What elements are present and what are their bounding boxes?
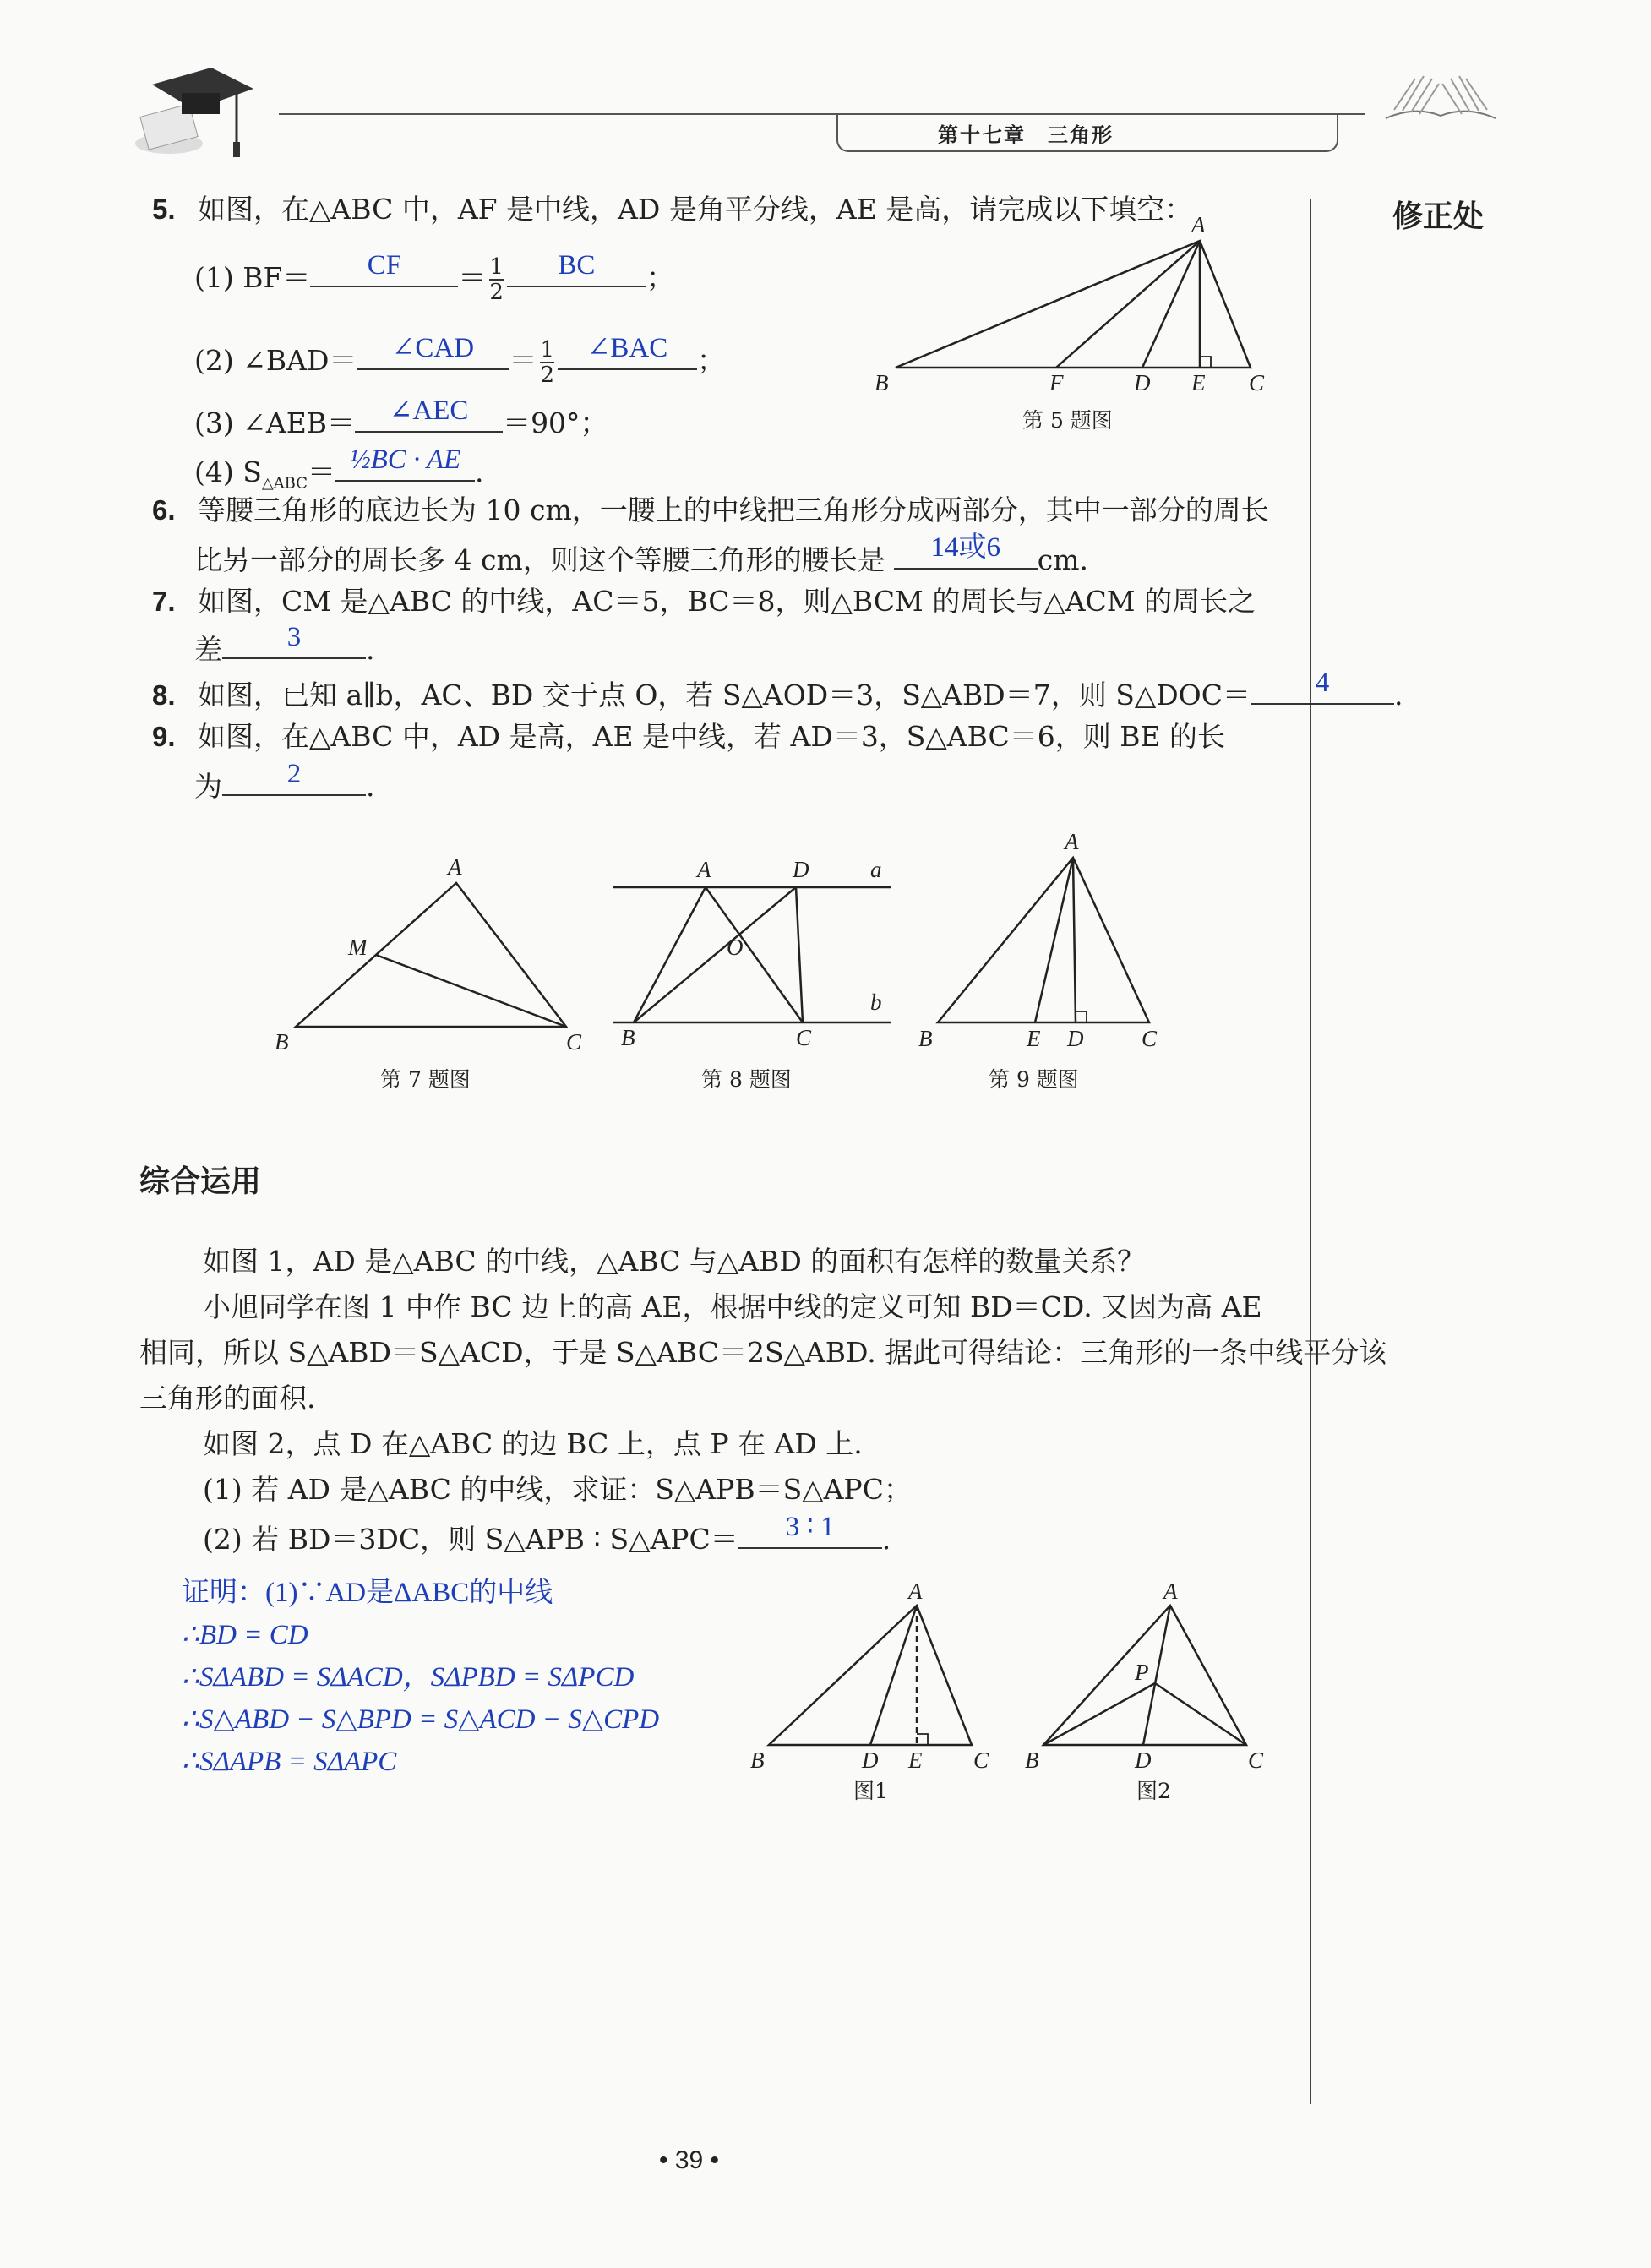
proof-line-2: ∴BD = CD xyxy=(182,1620,308,1650)
proof-line-4: ∴S△ABD − S△BPD = S△ACD − S△CPD xyxy=(182,1704,660,1735)
integrated-p5: (2) 若 BD＝3DC，则 S△APB ∶ S△APC＝ xyxy=(203,1523,738,1556)
q5-part2 xyxy=(194,333,725,388)
q5-p3-answer: ∠AEC xyxy=(389,395,469,426)
q5-p1-num: 1 xyxy=(489,254,504,280)
q7-end: . xyxy=(366,633,375,666)
q6-unit: cm. xyxy=(1037,543,1089,576)
figure-1 xyxy=(744,1580,997,1783)
integrated-p3: 如图 2，点 D 在△ABC 的边 BC 上，点 P 在 AD 上. xyxy=(203,1427,863,1460)
q5-p3-blank[interactable] xyxy=(355,395,503,433)
q6-line1: 等腰三角形的底边长为 10 cm，一腰上的中线把三角形分成两部分，其中一部分的周长 xyxy=(198,493,1269,526)
svg-text:A: A xyxy=(908,1580,923,1604)
q8 xyxy=(152,668,1403,712)
caption-q9: 第 9 题图 xyxy=(989,1067,1079,1092)
svg-text:E: E xyxy=(1027,1026,1041,1051)
q5-p2-den: 2 xyxy=(540,363,554,388)
q5-text: 如图，在△ABC 中，AF 是中线，AD 是角平分线，AE 是高，请完成以下填空： xyxy=(198,193,1193,226)
svg-text:D: D xyxy=(793,857,809,882)
sidebar-divider xyxy=(1310,199,1311,2104)
q5-p2-blank2[interactable] xyxy=(558,333,697,370)
q5-p2-answer1: ∠CAD xyxy=(391,333,475,363)
svg-text:a: a xyxy=(870,857,882,882)
q5-p4-blank[interactable] xyxy=(335,444,475,482)
q5-p2-prefix: (2) ∠BAD＝ xyxy=(194,344,357,377)
svg-text:A: A xyxy=(1163,1580,1178,1604)
q5-p4-eq: ＝ xyxy=(308,455,336,488)
q9-blank[interactable] xyxy=(222,759,366,796)
integrated-p5-blank[interactable] xyxy=(738,1512,882,1549)
svg-text:A: A xyxy=(448,854,462,880)
proof-line-5: ∴SΔAPB = SΔAPC xyxy=(182,1747,397,1777)
q5-p1-end: ； xyxy=(646,261,674,294)
integrated-p4: (1) 若 AD 是△ABC 的中线，求证：S△APB＝S△APC； xyxy=(203,1473,912,1506)
figure-q7 xyxy=(270,845,600,1065)
svg-text:E: E xyxy=(908,1747,923,1773)
header-mortarboard-icon xyxy=(118,51,262,161)
q5-p1-prefix: (1) BF＝ xyxy=(194,261,311,294)
proof-line-3: ∴SΔABD = SΔACD，SΔPBD = SΔPCD xyxy=(182,1662,635,1693)
q8-end: . xyxy=(1393,679,1403,711)
q7 xyxy=(152,585,1256,619)
q8-answer: 4 xyxy=(1315,668,1330,698)
integrated-p1: 如图 1，AD 是△ABC 的中线，△ABC 与△ABD 的面积有怎样的数量关系？ xyxy=(203,1245,1146,1278)
svg-text:A: A xyxy=(1065,829,1079,854)
figure-q8 xyxy=(608,849,904,1060)
integrated-p5-row xyxy=(203,1512,891,1557)
svg-text:B: B xyxy=(750,1747,765,1773)
svg-text:P: P xyxy=(1135,1660,1149,1685)
svg-text:D: D xyxy=(1134,370,1151,395)
svg-text:D: D xyxy=(1135,1747,1152,1773)
q5-p1-fraction xyxy=(489,255,504,304)
caption-figure-1: 图1 xyxy=(853,1779,888,1803)
svg-text:B: B xyxy=(918,1026,933,1051)
svg-text:C: C xyxy=(1249,370,1265,395)
q6-line2-row xyxy=(194,532,1089,577)
q5-p4-answer: ½BC · AE xyxy=(349,444,461,475)
q5-p1-blank1[interactable] xyxy=(310,250,458,287)
q5-p1-answer1: CF xyxy=(367,250,402,281)
svg-text:E: E xyxy=(1191,370,1206,395)
q9-answer: 2 xyxy=(286,759,302,789)
q5-p4-sub: △ABC xyxy=(261,474,308,493)
q7-answer: 3 xyxy=(286,622,302,652)
q5-p2-end: ； xyxy=(696,344,725,377)
integrated-p2c: 三角形的面积. xyxy=(139,1382,316,1415)
caption-q7: 第 7 题图 xyxy=(380,1067,471,1092)
q9-line2: 为 xyxy=(194,770,222,803)
svg-text:C: C xyxy=(796,1025,812,1050)
section-title: 综合运用 xyxy=(139,1164,262,1199)
svg-text:B: B xyxy=(875,370,889,395)
sidebar-title: 修正处 xyxy=(1392,199,1485,234)
integrated-p5-end: . xyxy=(881,1523,891,1556)
q9-end: . xyxy=(366,770,375,803)
q5-p2-fraction xyxy=(540,338,554,387)
svg-text:C: C xyxy=(566,1029,582,1055)
svg-text:F: F xyxy=(1049,370,1064,395)
svg-text:b: b xyxy=(870,990,882,1015)
q7-line2: 差 xyxy=(194,633,222,666)
q5-part3 xyxy=(194,395,608,440)
chapter-title: 第十七章 三角形 xyxy=(938,123,1114,147)
page-number: • 39 • xyxy=(659,2146,720,2174)
proof-line-1: 证明：(1)∵AD是ΔABC的中线 xyxy=(182,1578,553,1608)
caption-figure-2: 图2 xyxy=(1136,1779,1171,1803)
svg-text:B: B xyxy=(275,1029,289,1055)
q5-p3-end: ＝90°； xyxy=(503,406,608,439)
q5-p2-answer2: ∠BAC xyxy=(586,333,668,363)
q5-p1-blank2[interactable] xyxy=(507,250,646,287)
integrated-p5-answer: 3 ∶ 1 xyxy=(785,1512,835,1542)
figure-2 xyxy=(1018,1580,1280,1783)
figure-q5 xyxy=(862,211,1301,401)
q7-number: 7. xyxy=(152,586,176,617)
q5-p4-prefix: (4) S xyxy=(194,455,262,488)
q9-line1: 如图，在△ABC 中，AD 是高，AE 是中线，若 AD＝3，S△ABC＝6，则 BE 的长 xyxy=(198,720,1226,753)
svg-text:A: A xyxy=(1191,212,1206,237)
q9-line2-row xyxy=(194,759,375,804)
proof-block xyxy=(182,1572,659,1783)
svg-text:C: C xyxy=(1248,1747,1264,1773)
header-book-icon xyxy=(1381,72,1500,123)
q7-line1: 如图，CM 是△ABC 的中线，AC＝5，BC＝8，则△BCM 的周长与△ACM 的周长之 xyxy=(198,585,1256,618)
q9-number: 9. xyxy=(152,721,176,752)
q5-number: 5. xyxy=(152,194,176,225)
q5-p3-prefix: (3) ∠AEB＝ xyxy=(194,406,356,439)
integrated-p2a: 小旭同学在图 1 中作 BC 边上的高 AE，根据中线的定义可知 BD＝CD. 又因为高 AE xyxy=(203,1290,1262,1323)
caption-q5: 第 5 题图 xyxy=(1022,408,1113,433)
q5-p2-eq: ＝ xyxy=(509,344,537,377)
q8-blank[interactable] xyxy=(1251,668,1394,705)
q7-line2-row xyxy=(194,622,375,667)
svg-text:B: B xyxy=(621,1025,635,1050)
integrated-p2b: 相同，所以 S△ABD＝S△ACD，于是 S△ABC＝2S△ABD. 据此可得结论：三角形的一条中线平分该 xyxy=(139,1336,1387,1369)
q8-number: 8. xyxy=(152,679,176,711)
svg-text:B: B xyxy=(1025,1747,1039,1773)
q5-part1 xyxy=(194,250,674,305)
q5-p2-num: 1 xyxy=(540,337,554,363)
svg-text:A: A xyxy=(697,857,711,882)
q5-p2-blank1[interactable] xyxy=(357,333,509,370)
q7-blank[interactable] xyxy=(222,622,366,659)
q5-p4-end: . xyxy=(475,455,484,488)
q6-answer: 14或6 xyxy=(930,532,1000,563)
q6 xyxy=(152,493,1269,527)
q9 xyxy=(152,720,1225,754)
q6-line2: 比另一部分的周长多 4 cm，则这个等腰三角形的腰长是 xyxy=(194,543,885,576)
svg-text:D: D xyxy=(862,1747,879,1773)
caption-q8: 第 8 题图 xyxy=(701,1067,792,1092)
q5-p1-den: 2 xyxy=(489,280,504,305)
figure-q9 xyxy=(908,828,1162,1056)
q6-number: 6. xyxy=(152,494,176,526)
q8-text: 如图，已知 a∥b，AC、BD 交于点 O，若 S△AOD＝3，S△ABD＝7，则 S△DOC＝ xyxy=(198,679,1251,711)
svg-text:O: O xyxy=(727,935,744,960)
svg-text:C: C xyxy=(1142,1026,1158,1051)
q5-p1-eq: ＝ xyxy=(458,261,487,294)
svg-text:C: C xyxy=(973,1747,989,1773)
q5-p1-answer2: BC xyxy=(558,250,596,281)
svg-text:M: M xyxy=(348,935,368,960)
svg-text:D: D xyxy=(1067,1026,1084,1051)
q6-blank[interactable] xyxy=(894,532,1038,570)
